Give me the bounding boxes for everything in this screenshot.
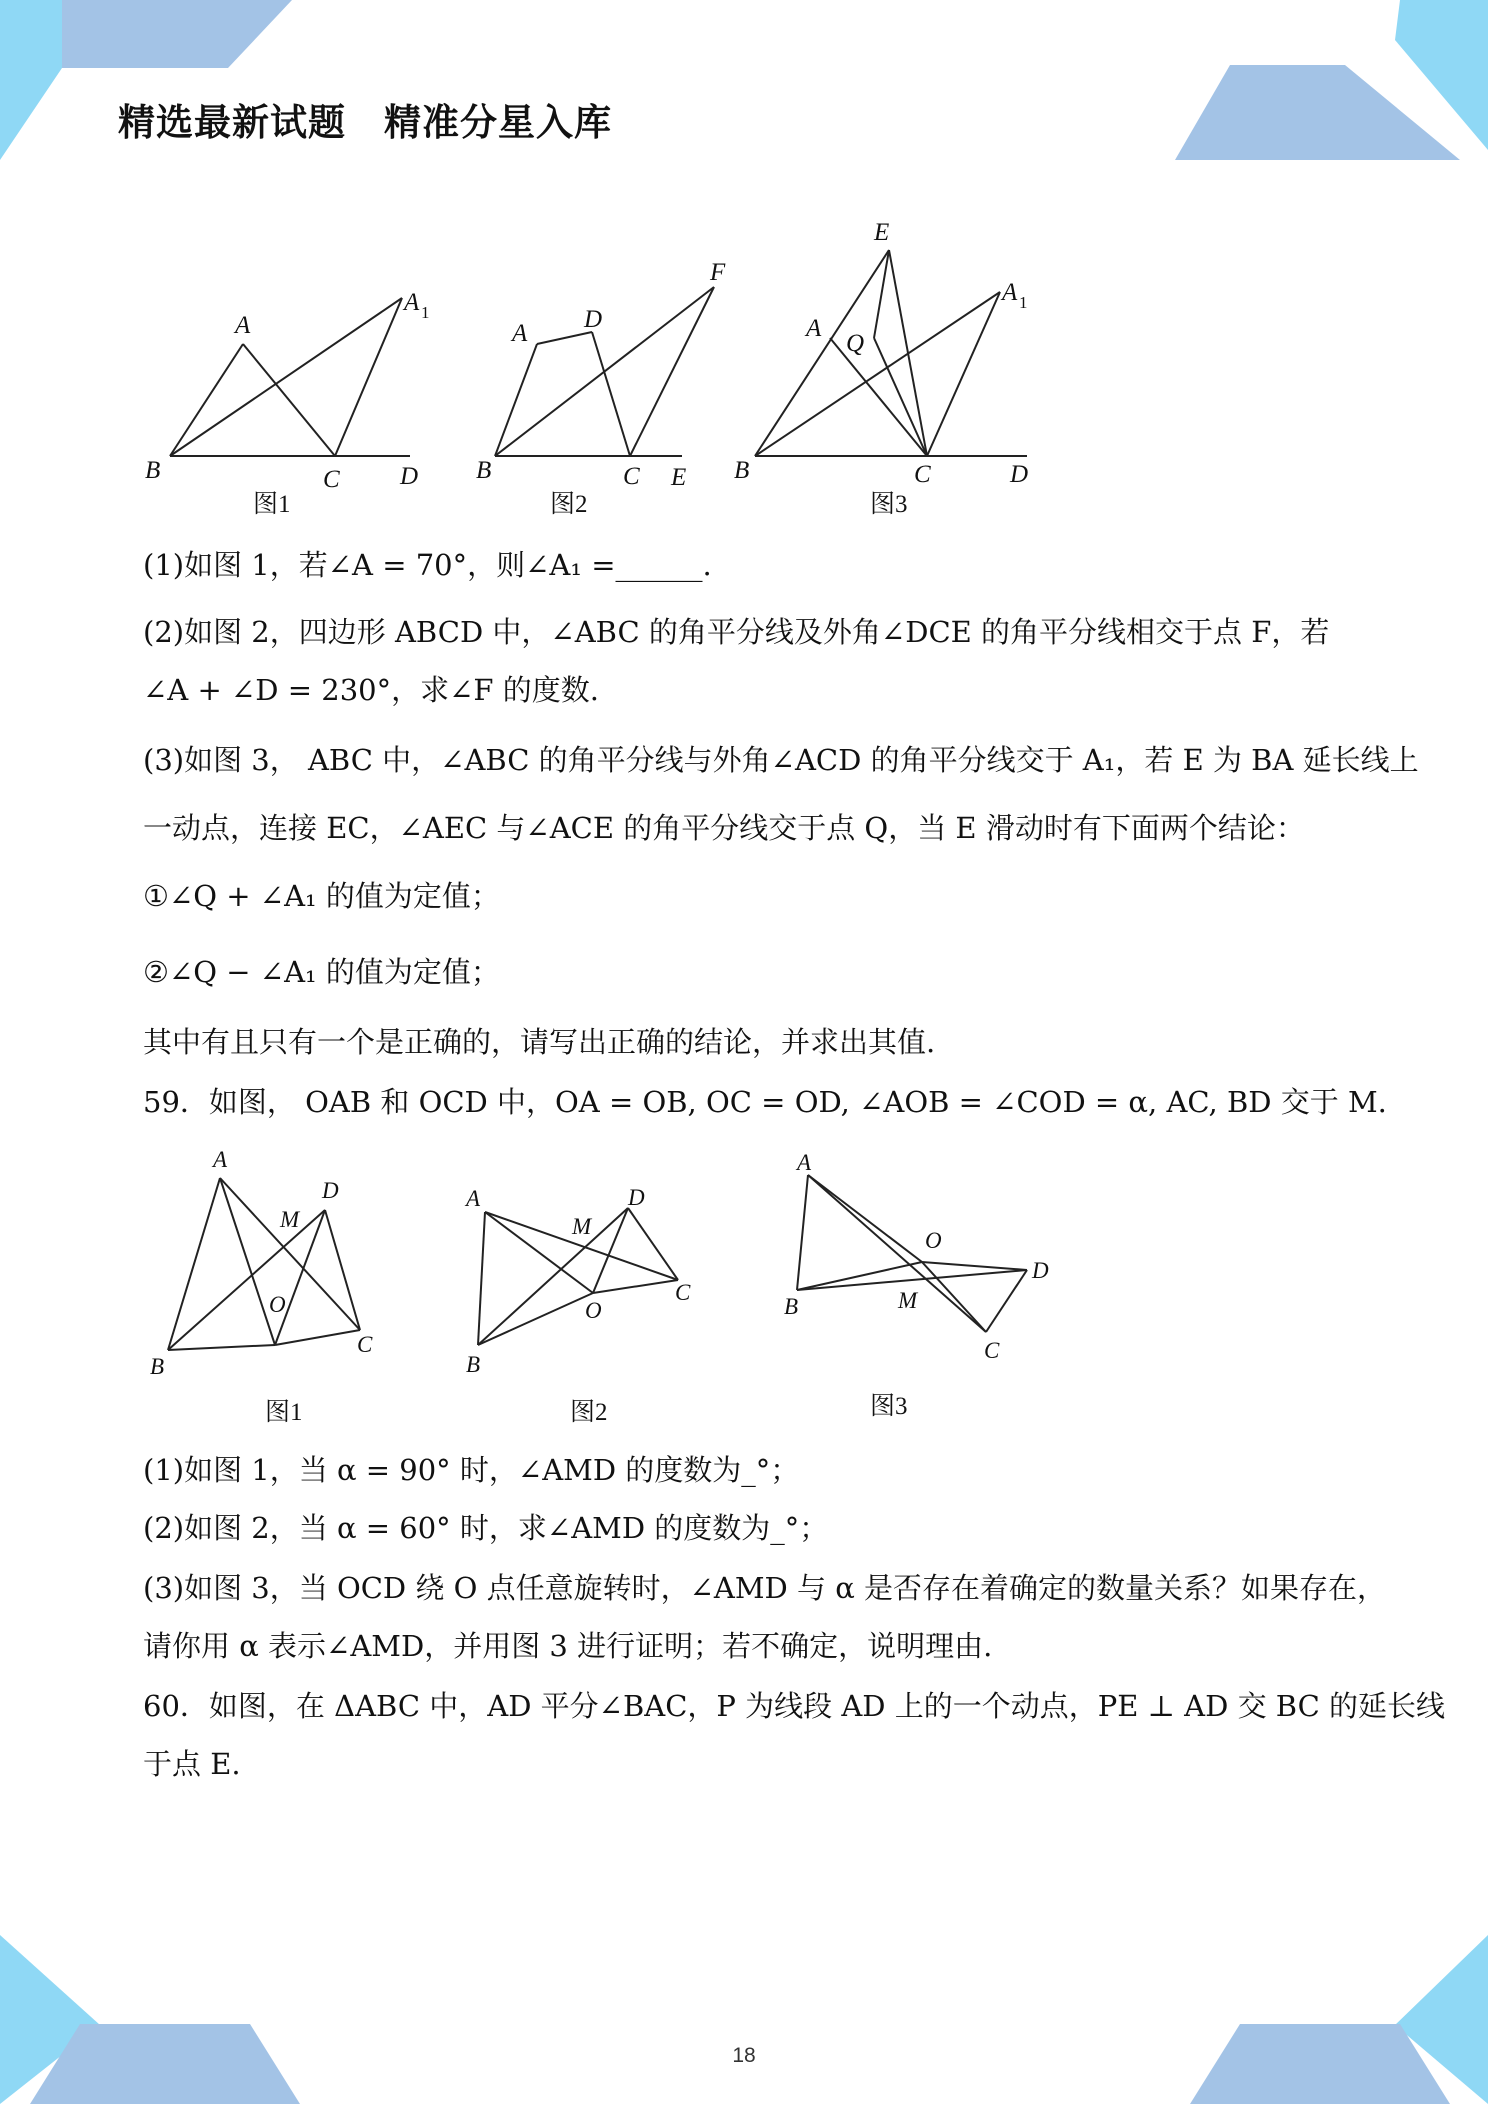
q58-fig1-caption: 图1 bbox=[253, 491, 291, 518]
q59-fig3-label-B: B bbox=[784, 1294, 799, 1319]
q58-claim2: ②∠Q − ∠A₁ 的值为定值； bbox=[143, 955, 500, 989]
page-number: 18 bbox=[732, 2044, 756, 2067]
q58-part3-line1: (3)如图 3， ABC 中，∠ABC 的角平分线与外角∠ACD 的角平分线交于 A₁，若 E 为 BA 延长线上 bbox=[143, 743, 1419, 777]
header-title: 精选最新试题 精准分星入库 bbox=[118, 101, 612, 144]
q58-fig2-label-F: F bbox=[710, 259, 726, 286]
q58-fig1-label-A1: A bbox=[404, 289, 420, 316]
q60-stem-line1: 60．如图，在 ΔABC 中，AD 平分∠BAC，P 为线段 AD 上的一个动点，PE ⊥ AD 交 BC 的延长线 bbox=[143, 1689, 1446, 1723]
q59-fig2-label-C: C bbox=[675, 1280, 691, 1305]
q58-part2-line1: (2)如图 2，四边形 ABCD 中，∠ABC 的角平分线及外角∠DCE 的角平分线相交于点 F，若 bbox=[143, 615, 1330, 649]
q58-fig1-label-D: D bbox=[400, 463, 419, 490]
q59-stem: 59．如图， OAB 和 OCD 中，OA = OB, OC = OD, ∠AOB = ∠COD = α, AC, BD 交于 M. bbox=[143, 1085, 1387, 1119]
q58-fig2-label-A: A bbox=[512, 320, 528, 347]
q58-part2-line2: ∠A + ∠D = 230°，求∠F 的度数. bbox=[143, 673, 599, 707]
q59-fig2-label-D: D bbox=[628, 1185, 645, 1210]
q59-part2: (2)如图 2，当 α = 60° 时，求∠AMD 的度数为_°； bbox=[143, 1511, 829, 1545]
q58-fig1-label-B: B bbox=[145, 457, 161, 484]
q58-fig1-label-A: A bbox=[235, 312, 251, 339]
q58-fig2-caption: 图2 bbox=[550, 491, 588, 518]
q60-stem-line2: 于点 E. bbox=[143, 1747, 241, 1781]
q59-part3-line1: (3)如图 3，当 OCD 绕 O 点任意旋转时，∠AMD 与 α 是否存在着确定的数量关系？如果存在， bbox=[143, 1571, 1387, 1605]
q58-fig3-label-C: C bbox=[914, 461, 931, 488]
q58-fig2-label-C: C bbox=[623, 463, 640, 490]
q58-fig3-label-A: A bbox=[806, 315, 822, 342]
q59-part3-line2: 请你用 α 表示∠AMD，并用图 3 进行证明；若不确定，说明理由. bbox=[143, 1629, 993, 1663]
q58-fig3-label-E: E bbox=[874, 219, 890, 246]
q59-fig2-label-A: A bbox=[466, 1186, 481, 1211]
q59-fig3-caption: 图3 bbox=[870, 1393, 908, 1420]
q59-fig1-label-C: C bbox=[357, 1332, 373, 1357]
q58-fig3-label-D: D bbox=[1010, 461, 1029, 488]
q58-fig1-label-A1-subscript: 1 bbox=[421, 303, 430, 322]
q59-fig1-label-B: B bbox=[150, 1354, 165, 1379]
q58-fig3-label-Q: Q bbox=[846, 330, 865, 357]
q58-fig2-label-D: D bbox=[584, 306, 603, 333]
q58-ask: 其中有且只有一个是正确的，请写出正确的结论，并求出其值. bbox=[143, 1025, 936, 1059]
q59-fig1 bbox=[168, 1178, 360, 1350]
q58-fig1-label-C: C bbox=[323, 466, 340, 493]
q59-fig2-caption: 图2 bbox=[570, 1399, 608, 1426]
q59-fig3-label-D: D bbox=[1032, 1258, 1049, 1283]
q59-fig3-label-C: C bbox=[984, 1338, 1000, 1363]
q59-fig1-label-A: A bbox=[213, 1147, 228, 1172]
q59-fig1-label-D: D bbox=[322, 1178, 339, 1203]
q59-fig1-label-M: M bbox=[280, 1207, 300, 1232]
q58-fig3-label-B: B bbox=[734, 457, 750, 484]
q58-claim1: ①∠Q + ∠A₁ 的值为定值； bbox=[143, 879, 500, 913]
q59-fig1-caption: 图1 bbox=[265, 1399, 303, 1426]
q59-fig2-label-B: B bbox=[466, 1352, 481, 1377]
q59-fig2-label-O: O bbox=[585, 1298, 602, 1323]
q58-part3-line2: 一动点，连接 EC，∠AEC 与∠ACE 的角平分线交于点 Q，当 E 滑动时有下面两个结论： bbox=[143, 811, 1305, 845]
q58-part1: (1)如图 1，若∠A = 70°，则∠A₁ =______. bbox=[143, 548, 712, 582]
q58-fig3-label-A1-subscript: 1 bbox=[1019, 293, 1028, 312]
q59-fig2-label-M: M bbox=[572, 1214, 592, 1239]
q59-fig3-label-M: M bbox=[898, 1288, 918, 1313]
q58-fig2-label-E: E bbox=[671, 464, 687, 491]
q58-fig3-label-A1: A bbox=[1002, 279, 1018, 306]
q59-fig1-label-O: O bbox=[269, 1292, 286, 1317]
q58-fig3-caption: 图3 bbox=[870, 491, 908, 518]
q59-fig3-label-O: O bbox=[925, 1228, 942, 1253]
q58-fig2-label-B: B bbox=[476, 457, 492, 484]
q59-fig3-label-A: A bbox=[797, 1150, 812, 1175]
q59-part1: (1)如图 1，当 α = 90° 时，∠AMD 的度数为_°； bbox=[143, 1453, 800, 1487]
